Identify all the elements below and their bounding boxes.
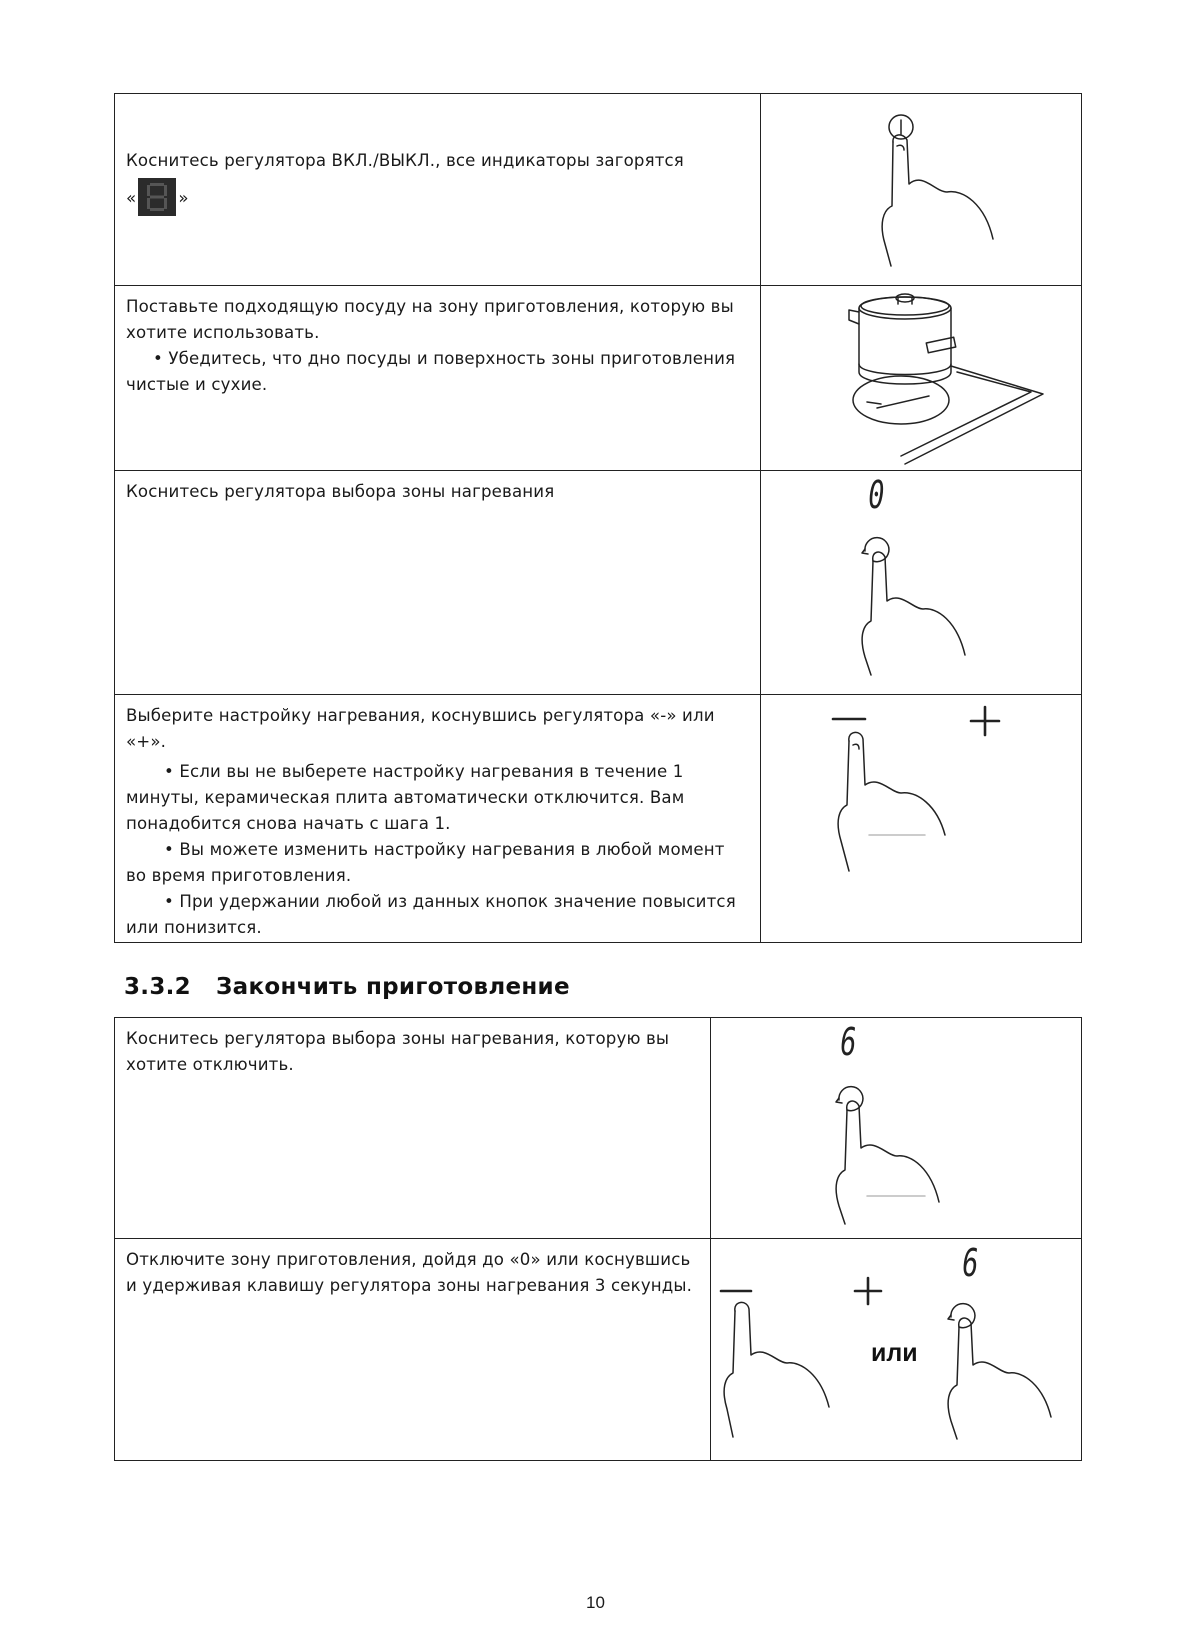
quote-open: «: [126, 188, 137, 208]
section-number: 3.3.2: [124, 974, 191, 1000]
quote-close: »: [178, 188, 189, 208]
zone-select-touch-icon: [761, 471, 1081, 694]
table-row: [115, 471, 1081, 695]
display-digit: 6: [962, 1241, 979, 1285]
seven-segment-indicator-icon: [138, 178, 176, 216]
instruction-paragraph: Коснитесь регулятора выбора зоны нагревания, которую вы хотите отключить.: [126, 1029, 670, 1074]
section-heading: [124, 974, 570, 1000]
table-row: [115, 695, 1081, 942]
table-row: [115, 94, 1081, 286]
table-row: [115, 1018, 1081, 1239]
instruction-bullet: • Вы можете изменить настройку нагревания в любой момент во время приготовления.: [126, 840, 725, 885]
instruction-paragraph: Коснитесь регулятора ВКЛ./ВЫКЛ., все индикаторы загорятся: [126, 151, 684, 170]
instruction-text: [115, 695, 761, 942]
instruction-text: [115, 1018, 711, 1238]
instruction-paragraph: Поставьте подходящую посуду на зону приготовления, которую вы хотите использовать.: [126, 297, 734, 342]
display-digit: 0: [868, 473, 885, 517]
instruction-bullet: • Если вы не выберете настройку нагревания в течение 1 минуты, керамическая плита автоматически отключится. Вам понадобится снова начать с шага 1.: [126, 762, 685, 833]
table-row: [115, 286, 1081, 471]
instruction-table-1: [114, 93, 1082, 943]
instruction-text: [115, 1239, 711, 1460]
display-digit: 6: [840, 1020, 857, 1064]
zone-select-touch-icon: [711, 1018, 1081, 1238]
on-off-touch-icon: [761, 94, 1081, 285]
instruction-text: [115, 471, 761, 694]
instruction-paragraph: Отключите зону приготовления, дойдя до «0» или коснувшись и удерживая клавишу регулятора зоны нагревания 3 секунды.: [126, 1250, 693, 1295]
indicator-line: [126, 180, 750, 218]
instruction-bullet: • Убедитесь, что дно посуды и поверхность зоны приготовления чистые и сухие.: [126, 349, 736, 394]
pot-on-hob-icon: [761, 286, 1081, 470]
instruction-paragraph: Выберите настройку нагревания, коснувшись регулятора «-» или «+».: [126, 706, 715, 751]
minus-or-zone-touch-icon: [711, 1239, 1081, 1460]
instruction-paragraph: Коснитесь регулятора выбора зоны нагревания: [126, 482, 555, 501]
minus-plus-touch-icon: [761, 695, 1081, 942]
instruction-table-2: [114, 1017, 1082, 1461]
page-number: 10: [586, 1593, 605, 1612]
instruction-bullet: • При удержании любой из данных кнопок значение повысится или понизится.: [126, 892, 736, 937]
table-row: [115, 1239, 1081, 1460]
instruction-text: [115, 94, 761, 285]
or-label: или: [871, 1339, 918, 1367]
instruction-text: [115, 286, 761, 470]
section-title: Закончить приготовление: [216, 974, 570, 1000]
